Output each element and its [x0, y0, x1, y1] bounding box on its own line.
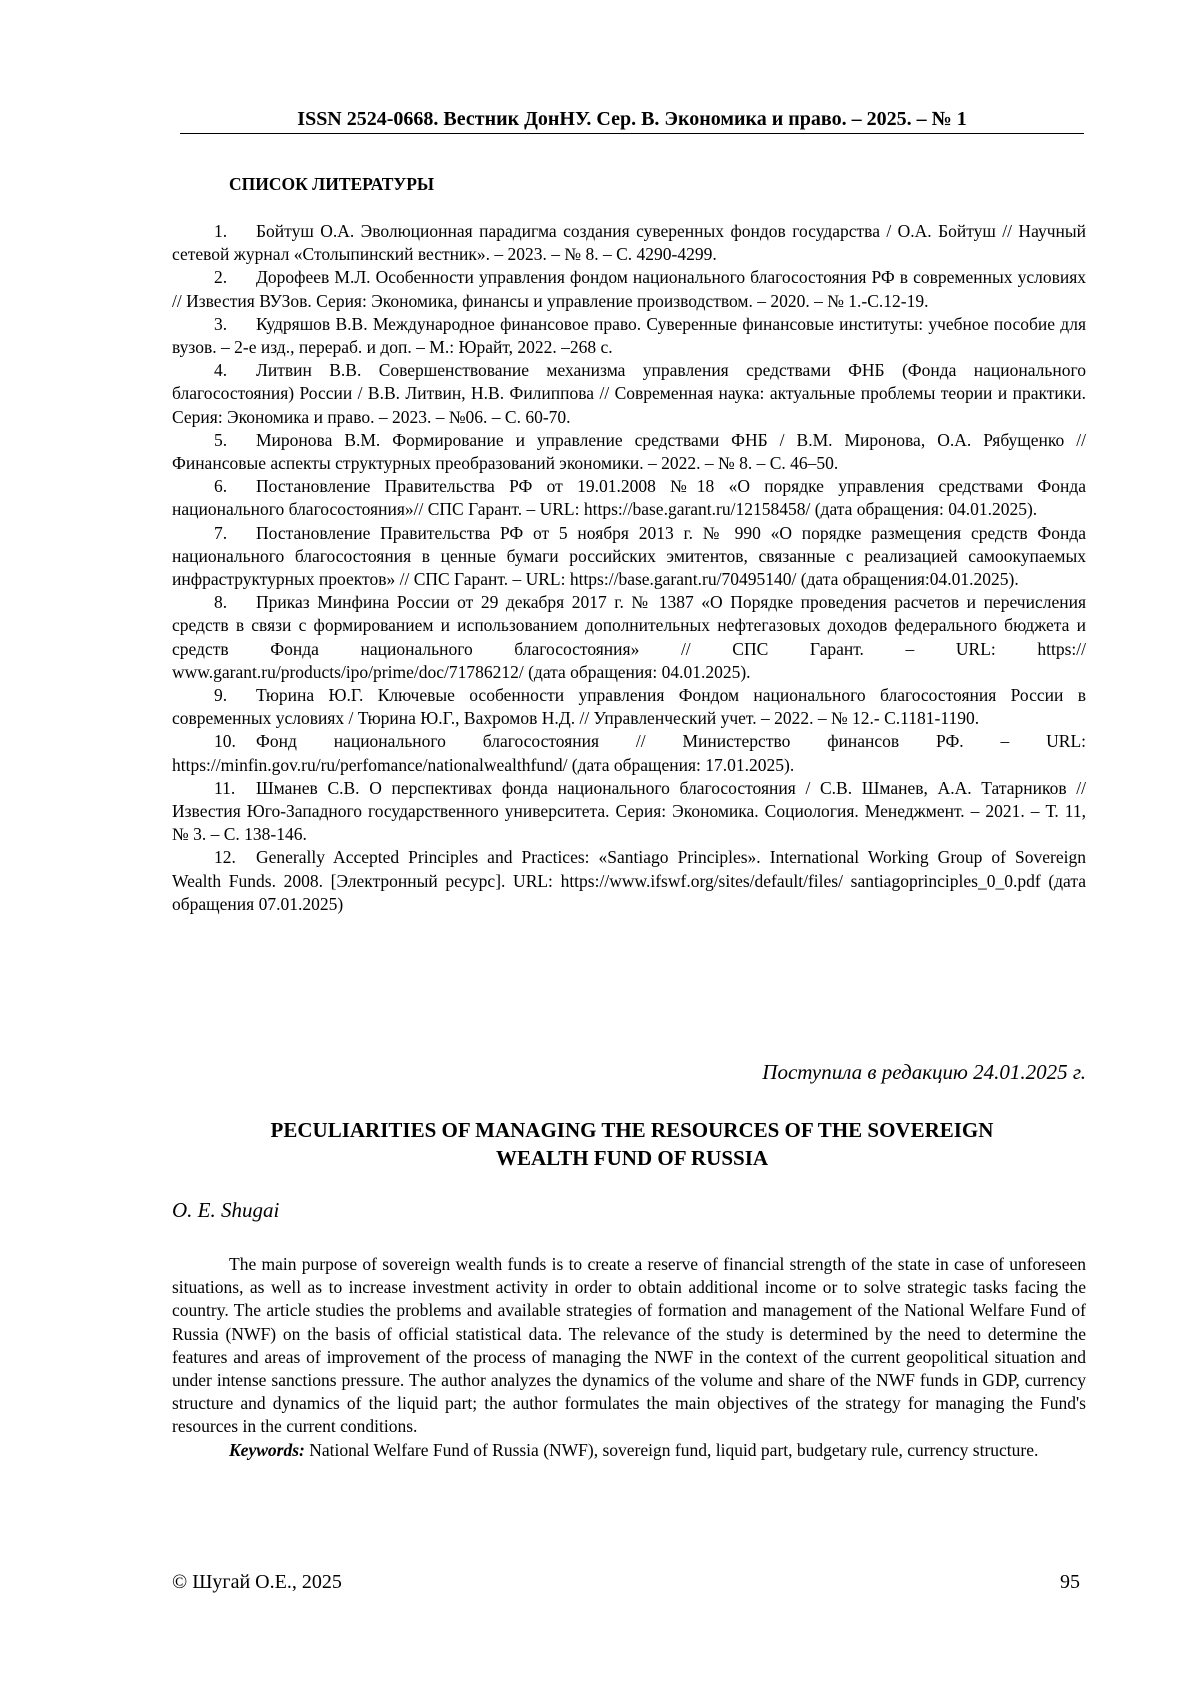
reference-text: Фонд национального благосостояния // Министерство финансов РФ. – URL: https://minfin.gov.ru/ru/perfomance/nationalwealthfund/ (дата обращения: 17.01.2025). — [172, 731, 1086, 775]
keywords-text: National Welfare Fund of Russia (NWF), sovereign fund, liquid part, budgetary rule, currency structure. — [309, 1439, 1039, 1460]
reference-number: 3. — [214, 313, 228, 334]
footer-copyright: © Шугай О.Е., 2025 — [172, 1571, 342, 1593]
reference-number: 6. — [214, 476, 228, 497]
reference-text: Generally Accepted Principles and Practices: «Santiago Principles». International Working Group of Sovereign Wealth Funds. 2008. [Электронный ресурс]. URL: https://www.ifswf.org/sites/default/files/ santiagoprinciples_0_0.pdf (дата обращения 07.01.2025) — [172, 847, 1086, 914]
reference-item — [172, 730, 1086, 776]
reference-number: 8. — [214, 592, 228, 613]
english-title — [180, 1116, 1084, 1172]
english-title-line: WEALTH FUND OF RUSSIA — [495, 1146, 769, 1170]
reference-number: 2. — [214, 267, 228, 288]
reference-text: Бойтуш О.А. Эволюционная парадигма создания суверенных фондов государства / О.А. Бойтуш // Научный сетевой журнал «Столыпинский вестник». – 2023. – № 8. – С. 4290-4299. — [172, 221, 1086, 265]
header-rule — [180, 133, 1084, 134]
reference-text: Тюрина Ю.Г. Ключевые особенности управления Фондом национального благосостояния России в современных условиях / Тюрина Ю.Г., Вахромов Н.Д. // Управленческий учет. – 2022. – № 12.- С.1181-1190. — [172, 685, 1086, 729]
received-date: Поступила в редакцию 24.01.2025 г. — [762, 1060, 1086, 1084]
reference-text: Шманев С.В. О перспективах фонда национального благосостояния / С.В. Шманев, А.А. Татарников // Известия Юго-Западного государственного университета. Серия: Экономика. Социология. Менеджмент. – 2021. – Т. 11, № 3. – С. 138-146. — [172, 777, 1086, 845]
reference-text: Постановление Правительства РФ от 19.01.2008 №18 «О порядке управления средствами Фонда национального благосостояния»// СПС Гарант. – URL: https://base.garant.ru/12158458/ (дата обращения: 04.01.2025). — [172, 476, 1086, 520]
reference-number: 11. — [214, 777, 236, 798]
reference-number: 4. — [214, 360, 228, 381]
page-number: 95 — [1060, 1571, 1080, 1593]
reference-item — [172, 429, 1086, 475]
keywords-label: Keywords: — [229, 1439, 305, 1460]
reference-item — [172, 313, 1086, 359]
reference-item — [172, 684, 1086, 730]
running-header: ISSN 2524-0668. Вестник ДонНУ. Сер. В. Экономика и право. – 2025. – № 1 — [297, 108, 967, 130]
reference-item — [172, 777, 1086, 847]
references-list — [172, 220, 1086, 916]
reference-item — [172, 846, 1086, 916]
reference-item — [172, 475, 1086, 521]
reference-number: 12. — [214, 847, 236, 868]
reference-number: 5. — [214, 429, 228, 450]
reference-text: Кудряшов В.В. Международное финансовое право. Суверенные финансовые институты: учебное пособие для вузов. – 2-е изд., перераб. и доп. – М.: Юрайт, 2022. –268 с. — [172, 313, 1086, 358]
reference-text: Постановление Правительства РФ от 5 ноября 2013 г. № 990 «О порядке размещения средств Фонда национального благосостояния в ценные бумаги российских эмитентов, связанные с реализацией самоокупаемых инфраструктурных проектов» // СПС Гарант. – URL: https://base.garant.ru/70495140/ (дата обращения:04.01.2025). — [172, 522, 1086, 590]
reference-text: Дорофеев М.Л. Особенности управления фондом национального благосостояния РФ в современных условиях // Известия ВУЗов. Серия: Экономика, финансы и управление производством. – 2020. – № 1.-С.12-19. — [172, 267, 1086, 311]
english-title-line: PECULIARITIES OF MANAGING THE RESOURCES OF THE SOVEREIGN — [270, 1118, 994, 1142]
reference-number: 9. — [214, 685, 228, 706]
references-heading: СПИСОК ЛИТЕРАТУРЫ — [229, 174, 435, 194]
reference-text: Литвин В.В. Совершенствование механизма управления средствами ФНБ (Фонда национального благосостояния) России / В.В. Литвин, Н.В. Филиппова // Современная наука: актуальные проблемы теории и практики. Серия: Экономика и право. – 2023. – №06. – С. 60-70. — [172, 360, 1086, 427]
author-name: O. E. Shugai — [172, 1198, 280, 1222]
reference-item — [172, 591, 1086, 684]
reference-item — [172, 220, 1086, 266]
reference-item — [172, 266, 1086, 312]
reference-item — [172, 522, 1086, 592]
abstract-text: The main purpose of sovereign wealth funds is to create a reserve of financial strength of the state in case of unforeseen situations, as well as to increase investment activity in order to obtain additional income or to solve strategic tasks facing the country. The article studies the problems and available strategies of formation and management of the National Welfare Fund of Russia (NWF) on the basis of official statistical data. The relevance of the study is determined by the need to determine the features and areas of improvement of the process of managing the NWF in the context of the current geopolitical situation and under intense sanctions pressure. The author analyzes the dynamics of the volume and share of the NWF funds in GDP, currency structure and dynamics of the liquid part; the author formulates the main objectives of the strategy for managing the Fund's resources in the current conditions. — [172, 1254, 1086, 1437]
reference-text: Приказ Минфина России от 29 декабря 2017 г. № 1387 «О Порядке проведения расчетов и перечисления средств в связи с формированием и использованием дополнительных нефтегазовых доходов федерального бюджета и средств Фонда национального благосостояния» // СПС Гарант. – URL: https:// www.garant.ru/products/ipo/prime/doc/71786212/ (дата обращения: 04.01.2025). — [172, 592, 1086, 682]
keywords-paragraph — [172, 1439, 1086, 1462]
abstract — [172, 1253, 1086, 1462]
reference-number: 7. — [214, 522, 228, 543]
reference-item — [172, 359, 1086, 429]
reference-text: Миронова В.М. Формирование и управление средствами ФНБ / В.М. Миронова, О.А. Рябущенко // Финансовые аспекты структурных преобразований экономики. – 2022. – № 8. – С. 46–50. — [172, 429, 1086, 474]
reference-number: 10. — [214, 731, 236, 752]
reference-number: 1. — [214, 221, 228, 241]
